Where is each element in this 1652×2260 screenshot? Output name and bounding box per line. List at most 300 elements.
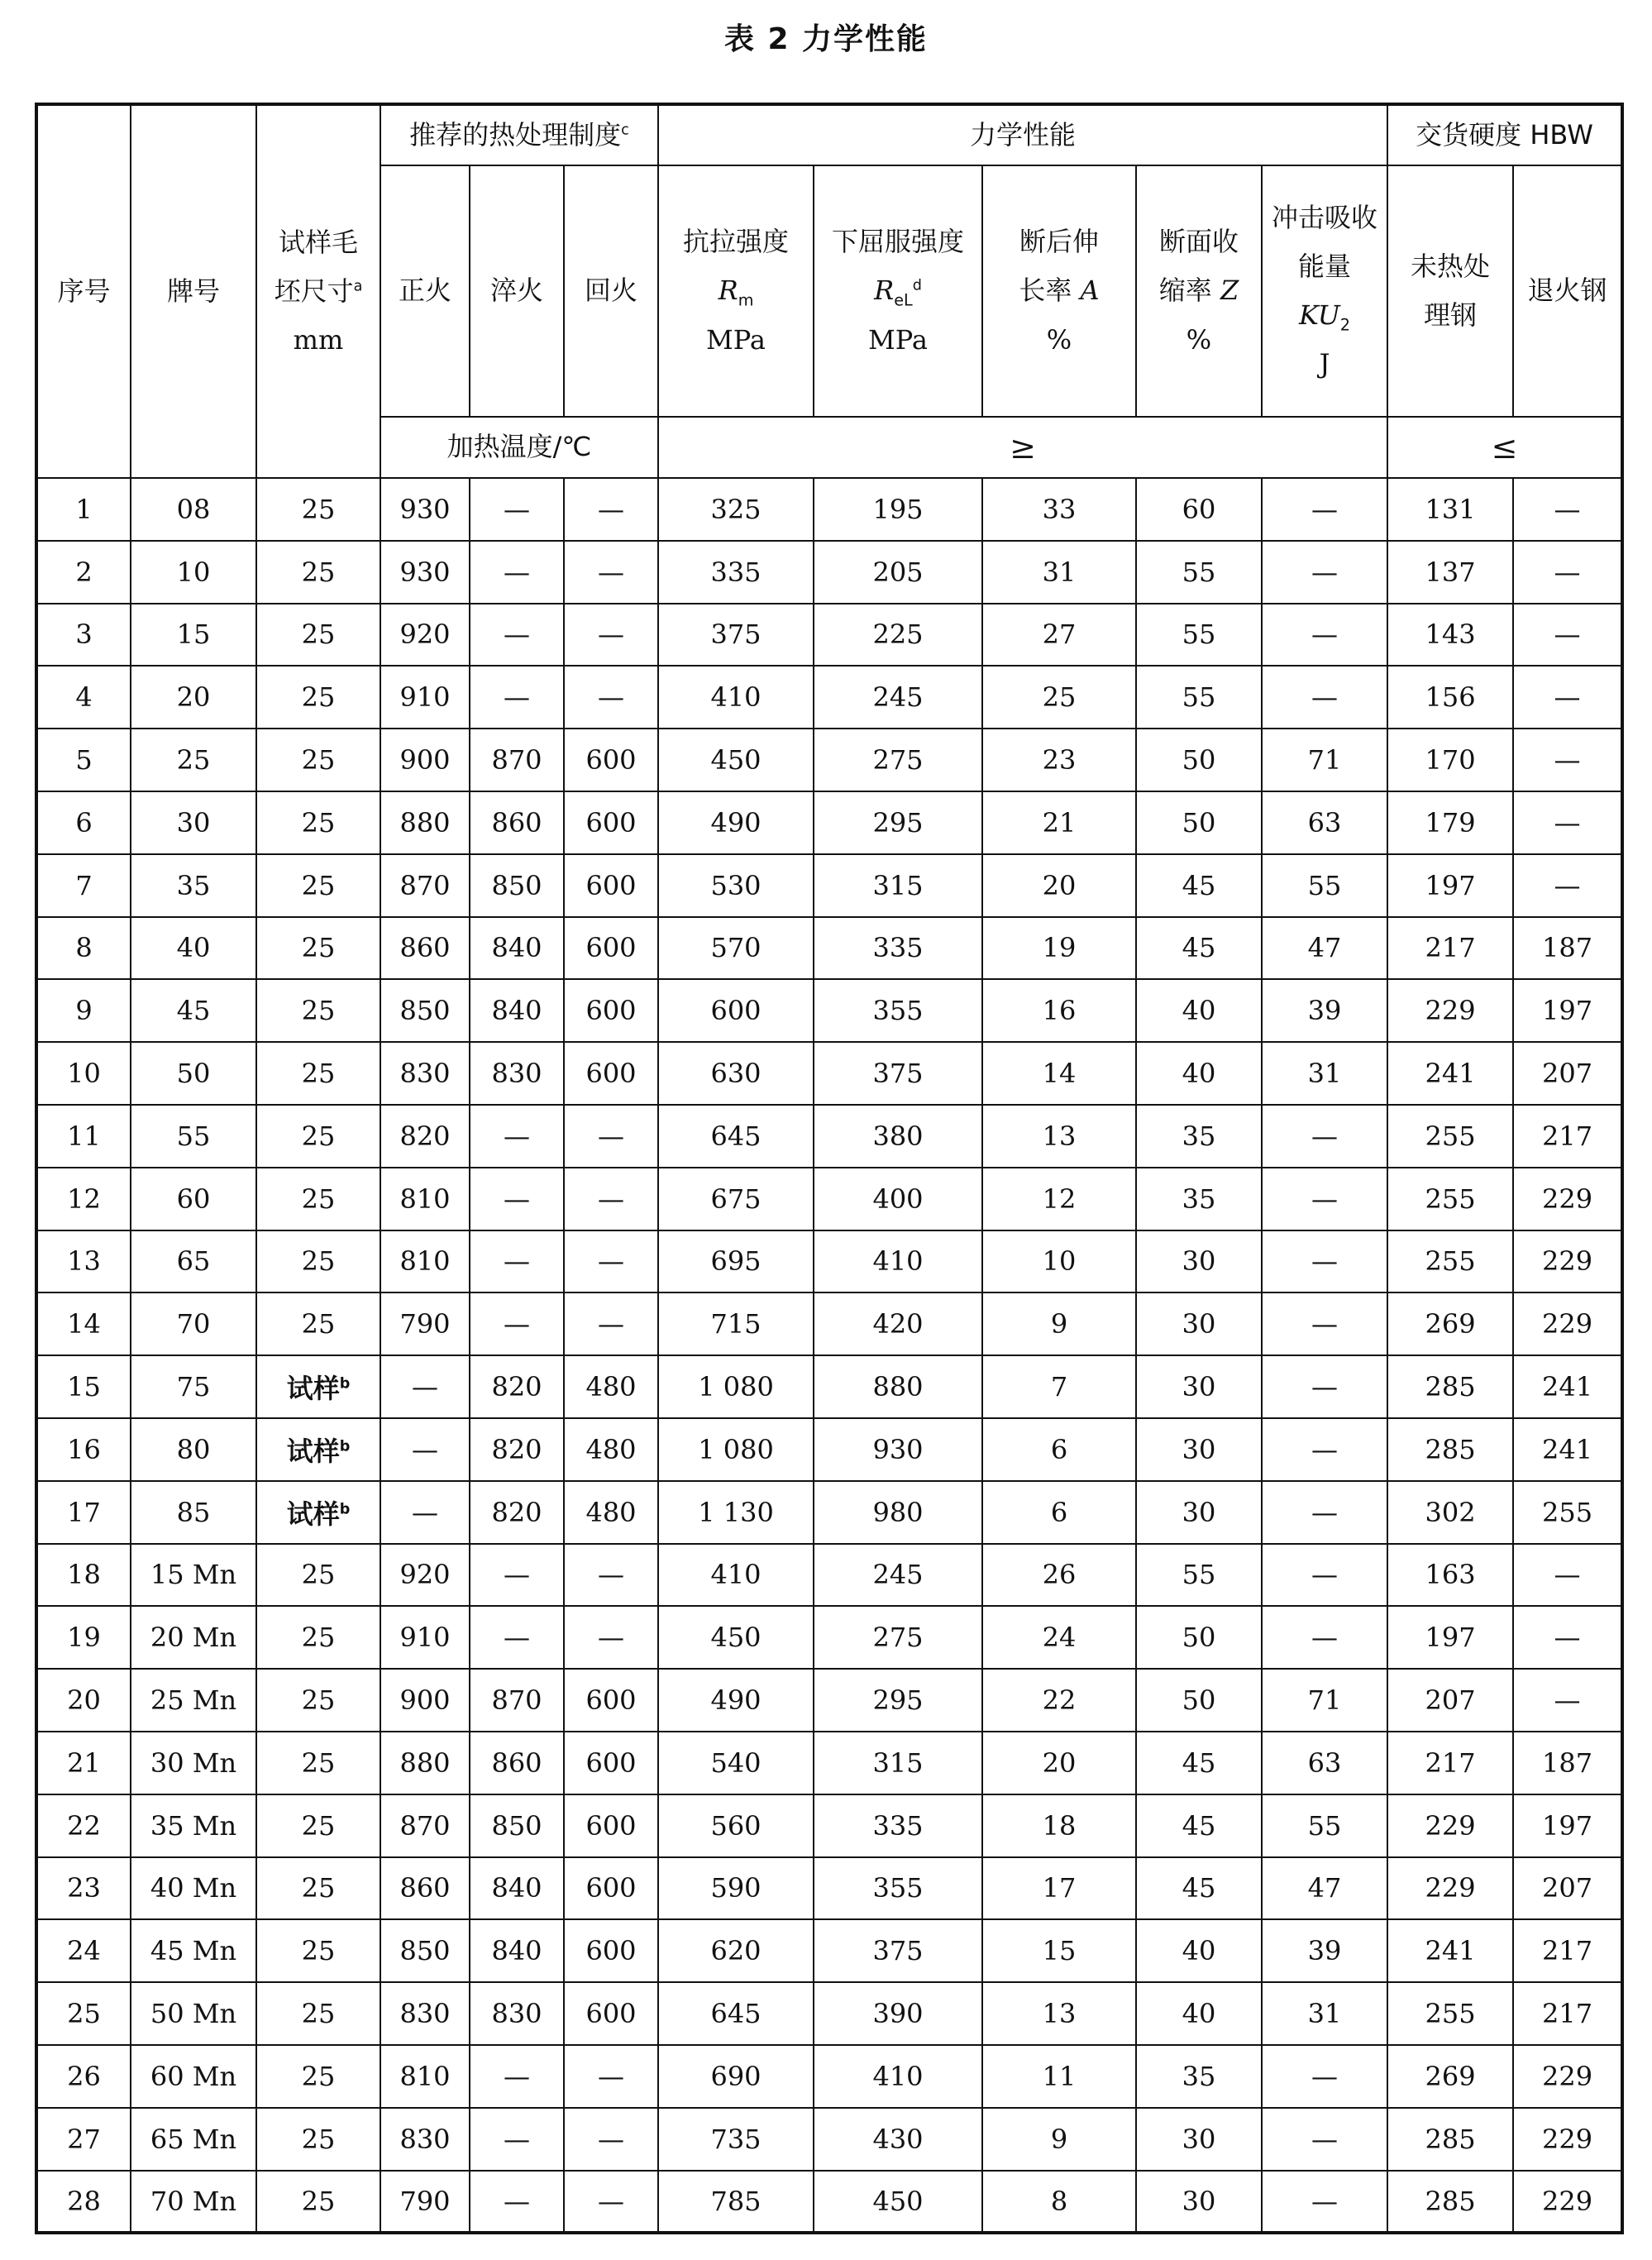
cell-reduction: 45 xyxy=(1136,1857,1262,1920)
cell-untreated-hardness: 269 xyxy=(1387,2045,1513,2108)
cell-annealed-hardness: — xyxy=(1513,729,1622,791)
cell-yield: 315 xyxy=(814,854,982,917)
cell-blank-size: 25 xyxy=(256,1105,380,1168)
cell-untreated-hardness: 207 xyxy=(1387,1669,1513,1732)
cell-untreated-hardness: 241 xyxy=(1387,1919,1513,1982)
cell-tempering: — xyxy=(564,541,658,604)
cell-blank-size: 25 xyxy=(256,1544,380,1607)
cell-annealed-hardness: 229 xyxy=(1513,1230,1622,1293)
cell-tempering: — xyxy=(564,666,658,729)
cell-blank-size: 25 xyxy=(256,1669,380,1732)
cell-tensile: 450 xyxy=(658,729,814,791)
cell-untreated-hardness: 229 xyxy=(1387,1794,1513,1857)
cell-yield: 245 xyxy=(814,666,982,729)
cell-quenching: — xyxy=(470,1105,564,1168)
cell-annealed-hardness: 229 xyxy=(1513,1168,1622,1230)
cell-impact: — xyxy=(1262,1418,1387,1481)
table-row xyxy=(36,1355,1622,1418)
cell-tempering: — xyxy=(564,1606,658,1669)
cell-seq: 14 xyxy=(36,1292,131,1355)
cell-grade: 75 xyxy=(131,1355,256,1418)
cell-seq: 22 xyxy=(36,1794,131,1857)
cell-grade: 60 xyxy=(131,1168,256,1230)
cell-yield: 225 xyxy=(814,604,982,667)
cell-reduction: 30 xyxy=(1136,1230,1262,1293)
cell-impact: 63 xyxy=(1262,791,1387,854)
cell-yield: 930 xyxy=(814,1418,982,1481)
cell-impact: — xyxy=(1262,1168,1387,1230)
table-title: 表 2 力学性能 xyxy=(723,22,929,56)
cell-reduction: 55 xyxy=(1136,604,1262,667)
cell-annealed-hardness: — xyxy=(1513,1606,1622,1669)
cell-normalizing: 910 xyxy=(380,1606,470,1669)
cell-grade: 70 Mn xyxy=(131,2171,256,2234)
cell-blank-size: 25 xyxy=(256,1919,380,1982)
cell-reduction: 55 xyxy=(1136,666,1262,729)
cell-reduction: 30 xyxy=(1136,1418,1262,1481)
cell-elongation: 9 xyxy=(982,2108,1136,2171)
cell-grade: 08 xyxy=(131,478,256,541)
cell-reduction: 50 xyxy=(1136,791,1262,854)
cell-tempering: — xyxy=(564,604,658,667)
cell-blank-size: 25 xyxy=(256,666,380,729)
cell-quenching: 840 xyxy=(470,979,564,1042)
cell-seq: 6 xyxy=(36,791,131,854)
cell-reduction: 45 xyxy=(1136,917,1262,980)
cell-grade: 45 xyxy=(131,979,256,1042)
cell-annealed-hardness: 255 xyxy=(1513,1481,1622,1544)
cell-seq: 17 xyxy=(36,1481,131,1544)
header-delivery-hardness: 交货硬度 HBW xyxy=(1387,104,1622,165)
table-row xyxy=(36,1669,1622,1732)
cell-untreated-hardness: 285 xyxy=(1387,1418,1513,1481)
cell-blank-size: 试样$^b$ xyxy=(256,1355,380,1418)
cell-annealed-hardness: — xyxy=(1513,791,1622,854)
cell-grade: 20 Mn xyxy=(131,1606,256,1669)
cell-reduction: 30 xyxy=(1136,1355,1262,1418)
cell-grade: 25 Mn xyxy=(131,1669,256,1732)
cell-elongation: 11 xyxy=(982,2045,1136,2108)
cell-tensile: 735 xyxy=(658,2108,814,2171)
cell-reduction: 50 xyxy=(1136,1669,1262,1732)
cell-normalizing: 920 xyxy=(380,1544,470,1607)
cell-seq: 7 xyxy=(36,854,131,917)
table-row xyxy=(36,1042,1622,1105)
cell-impact: — xyxy=(1262,2045,1387,2108)
cell-seq: 26 xyxy=(36,2045,131,2108)
cell-elongation: 17 xyxy=(982,1857,1136,1920)
cell-annealed-hardness: — xyxy=(1513,666,1622,729)
cell-seq: 20 xyxy=(36,1669,131,1732)
cell-elongation: 21 xyxy=(982,791,1136,854)
cell-normalizing: 850 xyxy=(380,1919,470,1982)
cell-grade: 55 xyxy=(131,1105,256,1168)
cell-yield: 980 xyxy=(814,1481,982,1544)
cell-quenching: 870 xyxy=(470,1669,564,1732)
cell-blank-size: 25 xyxy=(256,1857,380,1920)
cell-yield: 275 xyxy=(814,729,982,791)
cell-blank-size: 25 xyxy=(256,2171,380,2234)
header-yield-strength: 下屈服强度 $R_{eL}^d$ MPa xyxy=(814,165,982,417)
cell-grade: 30 xyxy=(131,791,256,854)
cell-blank-size: 25 xyxy=(256,1982,380,2045)
cell-tensile: 560 xyxy=(658,1794,814,1857)
table-row xyxy=(36,604,1622,667)
mechanical-properties-table xyxy=(35,103,1624,2234)
header-untreated-steel: 未热处 理钢 xyxy=(1387,165,1513,417)
cell-yield: 245 xyxy=(814,1544,982,1607)
cell-grade: 15 Mn xyxy=(131,1544,256,1607)
cell-normalizing: 880 xyxy=(380,791,470,854)
cell-quenching: 830 xyxy=(470,1042,564,1105)
cell-untreated-hardness: 269 xyxy=(1387,1292,1513,1355)
cell-impact: — xyxy=(1262,1230,1387,1293)
table-row xyxy=(36,2171,1622,2234)
cell-normalizing: 900 xyxy=(380,1669,470,1732)
cell-blank-size: 25 xyxy=(256,729,380,791)
cell-reduction: 40 xyxy=(1136,979,1262,1042)
cell-untreated-hardness: 255 xyxy=(1387,1230,1513,1293)
cell-quenching: — xyxy=(470,1168,564,1230)
cell-grade: 65 xyxy=(131,1230,256,1293)
cell-grade: 10 xyxy=(131,541,256,604)
table-row xyxy=(36,1606,1622,1669)
cell-tensile: 570 xyxy=(658,917,814,980)
cell-blank-size: 试样$^b$ xyxy=(256,1481,380,1544)
cell-annealed-hardness: 241 xyxy=(1513,1355,1622,1418)
header-mechanical-properties: 力学性能 xyxy=(658,104,1387,165)
cell-untreated-hardness: 285 xyxy=(1387,2171,1513,2234)
cell-blank-size: 25 xyxy=(256,979,380,1042)
cell-tensile: 600 xyxy=(658,979,814,1042)
cell-impact: — xyxy=(1262,1292,1387,1355)
cell-blank-size: 25 xyxy=(256,2108,380,2171)
cell-impact: 47 xyxy=(1262,1857,1387,1920)
cell-seq: 21 xyxy=(36,1732,131,1794)
cell-grade: 35 xyxy=(131,854,256,917)
cell-tensile: 785 xyxy=(658,2171,814,2234)
cell-seq: 9 xyxy=(36,979,131,1042)
header-max-symbol: ≤ xyxy=(1387,417,1622,478)
cell-elongation: 6 xyxy=(982,1481,1136,1544)
cell-untreated-hardness: 217 xyxy=(1387,1732,1513,1794)
cell-quenching: — xyxy=(470,1292,564,1355)
cell-grade: 35 Mn xyxy=(131,1794,256,1857)
cell-tempering: 600 xyxy=(564,854,658,917)
cell-quenching: 860 xyxy=(470,791,564,854)
cell-impact: — xyxy=(1262,2108,1387,2171)
table-row xyxy=(36,917,1622,980)
cell-elongation: 20 xyxy=(982,1732,1136,1794)
cell-elongation: 13 xyxy=(982,1982,1136,2045)
cell-quenching: — xyxy=(470,1544,564,1607)
cell-seq: 28 xyxy=(36,2171,131,2234)
cell-untreated-hardness: 302 xyxy=(1387,1481,1513,1544)
cell-tempering: 600 xyxy=(564,729,658,791)
cell-quenching: 840 xyxy=(470,1919,564,1982)
cell-elongation: 23 xyxy=(982,729,1136,791)
cell-untreated-hardness: 285 xyxy=(1387,1355,1513,1418)
cell-quenching: — xyxy=(470,1230,564,1293)
cell-annealed-hardness: 197 xyxy=(1513,1794,1622,1857)
cell-tensile: 410 xyxy=(658,666,814,729)
cell-elongation: 18 xyxy=(982,1794,1136,1857)
cell-impact: — xyxy=(1262,541,1387,604)
cell-annealed-hardness: — xyxy=(1513,1669,1622,1732)
cell-normalizing: 790 xyxy=(380,1292,470,1355)
cell-tempering: 600 xyxy=(564,917,658,980)
cell-tensile: 1 080 xyxy=(658,1355,814,1418)
header-heating-temperature: 加热温度/℃ xyxy=(380,417,658,478)
cell-tensile: 410 xyxy=(658,1544,814,1607)
cell-seq: 1 xyxy=(36,478,131,541)
cell-elongation: 27 xyxy=(982,604,1136,667)
cell-reduction: 35 xyxy=(1136,1105,1262,1168)
cell-untreated-hardness: 143 xyxy=(1387,604,1513,667)
cell-quenching: — xyxy=(470,2108,564,2171)
cell-yield: 420 xyxy=(814,1292,982,1355)
cell-grade: 50 xyxy=(131,1042,256,1105)
cell-yield: 275 xyxy=(814,1606,982,1669)
cell-blank-size: 25 xyxy=(256,1794,380,1857)
cell-blank-size: 25 xyxy=(256,917,380,980)
cell-elongation: 19 xyxy=(982,917,1136,980)
cell-annealed-hardness: 229 xyxy=(1513,1292,1622,1355)
cell-reduction: 35 xyxy=(1136,2045,1262,2108)
cell-quenching: — xyxy=(470,541,564,604)
cell-elongation: 26 xyxy=(982,1544,1136,1607)
cell-annealed-hardness: 207 xyxy=(1513,1042,1622,1105)
cell-yield: 380 xyxy=(814,1105,982,1168)
cell-normalizing: 810 xyxy=(380,2045,470,2108)
cell-grade: 85 xyxy=(131,1481,256,1544)
cell-impact: 39 xyxy=(1262,979,1387,1042)
header-normalizing: 正火 xyxy=(380,165,470,417)
cell-reduction: 45 xyxy=(1136,1794,1262,1857)
cell-untreated-hardness: 131 xyxy=(1387,478,1513,541)
cell-yield: 450 xyxy=(814,2171,982,2234)
cell-quenching: — xyxy=(470,1606,564,1669)
cell-grade: 15 xyxy=(131,604,256,667)
header-annealed-steel: 退火钢 xyxy=(1513,165,1622,417)
cell-seq: 3 xyxy=(36,604,131,667)
table-row xyxy=(36,2045,1622,2108)
cell-seq: 15 xyxy=(36,1355,131,1418)
cell-elongation: 10 xyxy=(982,1230,1136,1293)
cell-tensile: 645 xyxy=(658,1105,814,1168)
cell-normalizing: 850 xyxy=(380,979,470,1042)
cell-normalizing: 810 xyxy=(380,1168,470,1230)
cell-quenching: 830 xyxy=(470,1982,564,2045)
cell-grade: 20 xyxy=(131,666,256,729)
cell-blank-size: 25 xyxy=(256,478,380,541)
cell-normalizing: — xyxy=(380,1355,470,1418)
table-row xyxy=(36,729,1622,791)
cell-annealed-hardness: 217 xyxy=(1513,1105,1622,1168)
table-row xyxy=(36,1481,1622,1544)
cell-tensile: 620 xyxy=(658,1919,814,1982)
cell-untreated-hardness: 197 xyxy=(1387,1606,1513,1669)
table-row xyxy=(36,1105,1622,1168)
table-row xyxy=(36,1794,1622,1857)
cell-blank-size: 25 xyxy=(256,854,380,917)
cell-annealed-hardness: — xyxy=(1513,604,1622,667)
cell-tensile: 630 xyxy=(658,1042,814,1105)
cell-untreated-hardness: 137 xyxy=(1387,541,1513,604)
cell-elongation: 15 xyxy=(982,1919,1136,1982)
header-quenching: 淬火 xyxy=(470,165,564,417)
cell-reduction: 30 xyxy=(1136,1481,1262,1544)
cell-elongation: 33 xyxy=(982,478,1136,541)
cell-annealed-hardness: 217 xyxy=(1513,1982,1622,2045)
cell-impact: — xyxy=(1262,1355,1387,1418)
cell-tempering: 480 xyxy=(564,1418,658,1481)
cell-tempering: 480 xyxy=(564,1355,658,1418)
cell-normalizing: 880 xyxy=(380,1732,470,1794)
header-tensile-strength: 抗拉强度 $R_m$ MPa xyxy=(658,165,814,417)
cell-tempering: 600 xyxy=(564,1042,658,1105)
cell-tempering: 600 xyxy=(564,979,658,1042)
cell-untreated-hardness: 217 xyxy=(1387,917,1513,980)
cell-annealed-hardness: 229 xyxy=(1513,2171,1622,2234)
cell-reduction: 60 xyxy=(1136,478,1262,541)
cell-grade: 80 xyxy=(131,1418,256,1481)
cell-impact: — xyxy=(1262,1481,1387,1544)
cell-reduction: 45 xyxy=(1136,1732,1262,1794)
cell-seq: 4 xyxy=(36,666,131,729)
cell-normalizing: 810 xyxy=(380,1230,470,1293)
cell-normalizing: 920 xyxy=(380,604,470,667)
table-row xyxy=(36,791,1622,854)
cell-tensile: 490 xyxy=(658,1669,814,1732)
table-row xyxy=(36,979,1622,1042)
cell-impact: — xyxy=(1262,666,1387,729)
table-row xyxy=(36,1857,1622,1920)
cell-yield: 355 xyxy=(814,979,982,1042)
cell-impact: 71 xyxy=(1262,729,1387,791)
cell-grade: 40 Mn xyxy=(131,1857,256,1920)
cell-normalizing: 830 xyxy=(380,2108,470,2171)
cell-blank-size: 25 xyxy=(256,2045,380,2108)
cell-reduction: 45 xyxy=(1136,854,1262,917)
cell-normalizing: 930 xyxy=(380,541,470,604)
cell-tensile: 530 xyxy=(658,854,814,917)
cell-elongation: 16 xyxy=(982,979,1136,1042)
cell-untreated-hardness: 255 xyxy=(1387,1982,1513,2045)
cell-elongation: 8 xyxy=(982,2171,1136,2234)
cell-tensile: 645 xyxy=(658,1982,814,2045)
cell-quenching: 860 xyxy=(470,1732,564,1794)
cell-tempering: 480 xyxy=(564,1481,658,1544)
cell-seq: 11 xyxy=(36,1105,131,1168)
cell-tempering: 600 xyxy=(564,1982,658,2045)
table-body xyxy=(36,478,1622,2233)
cell-tempering: 600 xyxy=(564,1794,658,1857)
cell-annealed-hardness: 207 xyxy=(1513,1857,1622,1920)
cell-tensile: 325 xyxy=(658,478,814,541)
cell-elongation: 13 xyxy=(982,1105,1136,1168)
cell-normalizing: 870 xyxy=(380,854,470,917)
cell-yield: 335 xyxy=(814,1794,982,1857)
header-seq: 序号 xyxy=(36,104,131,478)
cell-tempering: 600 xyxy=(564,1857,658,1920)
cell-impact: 63 xyxy=(1262,1732,1387,1794)
header-reduction-of-area: 断面收 缩率 Z % xyxy=(1136,165,1262,417)
table-row xyxy=(36,854,1622,917)
cell-tensile: 675 xyxy=(658,1168,814,1230)
cell-quenching: 820 xyxy=(470,1418,564,1481)
cell-reduction: 50 xyxy=(1136,1606,1262,1669)
cell-tensile: 1 130 xyxy=(658,1481,814,1544)
cell-impact: 71 xyxy=(1262,1669,1387,1732)
table-row xyxy=(36,666,1622,729)
cell-annealed-hardness: 229 xyxy=(1513,2045,1622,2108)
cell-yield: 390 xyxy=(814,1982,982,2045)
cell-normalizing: 900 xyxy=(380,729,470,791)
cell-normalizing: 790 xyxy=(380,2171,470,2234)
cell-blank-size: 25 xyxy=(256,1042,380,1105)
cell-seq: 12 xyxy=(36,1168,131,1230)
cell-reduction: 30 xyxy=(1136,1292,1262,1355)
cell-impact: 31 xyxy=(1262,1042,1387,1105)
cell-normalizing: 910 xyxy=(380,666,470,729)
table-row xyxy=(36,478,1622,541)
cell-impact: — xyxy=(1262,1606,1387,1669)
cell-annealed-hardness: — xyxy=(1513,541,1622,604)
cell-quenching: — xyxy=(470,604,564,667)
cell-yield: 355 xyxy=(814,1857,982,1920)
cell-reduction: 40 xyxy=(1136,1042,1262,1105)
cell-normalizing: 870 xyxy=(380,1794,470,1857)
cell-quenching: 840 xyxy=(470,917,564,980)
cell-grade: 70 xyxy=(131,1292,256,1355)
cell-blank-size: 25 xyxy=(256,1606,380,1669)
cell-tempering: 600 xyxy=(564,1669,658,1732)
cell-tempering: — xyxy=(564,1230,658,1293)
cell-tensile: 1 080 xyxy=(658,1418,814,1481)
cell-blank-size: 25 xyxy=(256,541,380,604)
cell-elongation: 12 xyxy=(982,1168,1136,1230)
cell-yield: 410 xyxy=(814,2045,982,2108)
cell-quenching: 820 xyxy=(470,1481,564,1544)
cell-grade: 25 xyxy=(131,729,256,791)
cell-tempering: — xyxy=(564,1292,658,1355)
cell-yield: 315 xyxy=(814,1732,982,1794)
cell-grade: 30 Mn xyxy=(131,1732,256,1794)
cell-untreated-hardness: 255 xyxy=(1387,1105,1513,1168)
cell-annealed-hardness: — xyxy=(1513,1544,1622,1607)
cell-blank-size: 25 xyxy=(256,791,380,854)
cell-normalizing: — xyxy=(380,1481,470,1544)
cell-impact: 31 xyxy=(1262,1982,1387,2045)
cell-yield: 295 xyxy=(814,791,982,854)
cell-tempering: — xyxy=(564,2045,658,2108)
cell-grade: 60 Mn xyxy=(131,2045,256,2108)
cell-quenching: 850 xyxy=(470,854,564,917)
cell-untreated-hardness: 229 xyxy=(1387,979,1513,1042)
cell-tensile: 375 xyxy=(658,604,814,667)
cell-quenching: 850 xyxy=(470,1794,564,1857)
cell-quenching: 820 xyxy=(470,1355,564,1418)
cell-elongation: 25 xyxy=(982,666,1136,729)
cell-reduction: 40 xyxy=(1136,1919,1262,1982)
cell-normalizing: 860 xyxy=(380,1857,470,1920)
cell-seq: 18 xyxy=(36,1544,131,1607)
cell-quenching: — xyxy=(470,666,564,729)
table-row xyxy=(36,1732,1622,1794)
cell-tempering: 600 xyxy=(564,791,658,854)
cell-impact: — xyxy=(1262,1544,1387,1607)
